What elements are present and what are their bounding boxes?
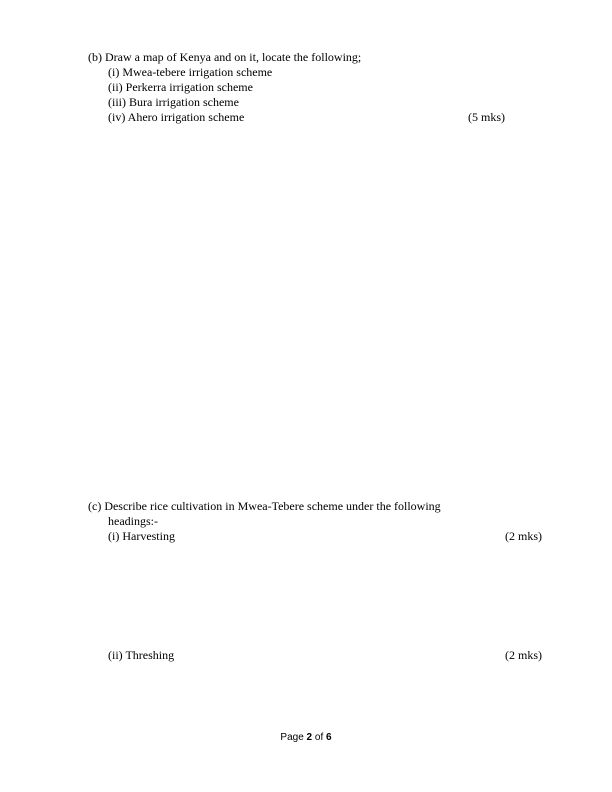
question-c-part-threshing: (ii) Threshing [108,648,175,662]
footer-of-word: of [314,732,324,743]
question-c-intro: (c) Describe rice cultivation in Mwea-Tebere scheme under the following [88,499,441,513]
question-b-item-1: (i) Mwea-tebere irrigation scheme [108,65,273,79]
question-b-marks: (5 mks) [468,110,505,124]
question-c-part-threshing-marks: (2 mks) [505,648,542,662]
question-b-item-2: (ii) Perkerra irrigation scheme [108,80,253,94]
question-c-part-harvesting: (i) Harvesting [108,529,175,543]
question-b-item-3: (iii) Bura irrigation scheme [108,95,239,109]
page-footer [0,731,612,744]
question-b-item-4: (iv) Ahero irrigation scheme [108,110,245,124]
question-c-part-harvesting-marks: (2 mks) [505,529,542,543]
footer-page-current: 2 [306,732,313,743]
question-c-intro-continued: headings:- [108,514,158,528]
footer-page-word: Page [280,732,304,743]
question-b-intro: (b) Draw a map of Kenya and on it, locate the following; [88,50,362,64]
footer-page-total: 6 [326,732,332,743]
